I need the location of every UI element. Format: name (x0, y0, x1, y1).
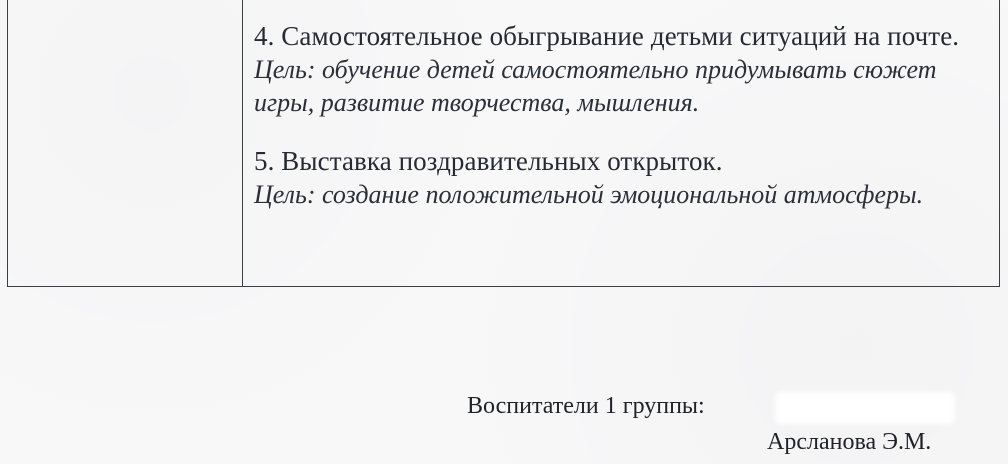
activity-goal: Цель: обучение детей самостоятельно придумывать сюжет игры, развитие творчества, мышления. (254, 55, 937, 117)
signature-label: Воспитатели 1 группы: (467, 393, 705, 419)
activity-item (254, 20, 974, 119)
activity-item (254, 145, 974, 211)
signature-block (467, 390, 987, 460)
activity-title: 5. Выставка поздравительных открыток. (254, 146, 723, 176)
signature-name: Арсланова Э.М. (767, 429, 932, 455)
table-content-cell (254, 20, 974, 211)
redacted-name (775, 392, 955, 424)
activity-goal: Цель: создание положительной эмоциональной атмосферы. (254, 180, 924, 209)
activity-title: 4. Самостоятельное обыгрывание детьми ситуаций на почте. (254, 21, 960, 51)
table-column-divider (242, 0, 243, 286)
